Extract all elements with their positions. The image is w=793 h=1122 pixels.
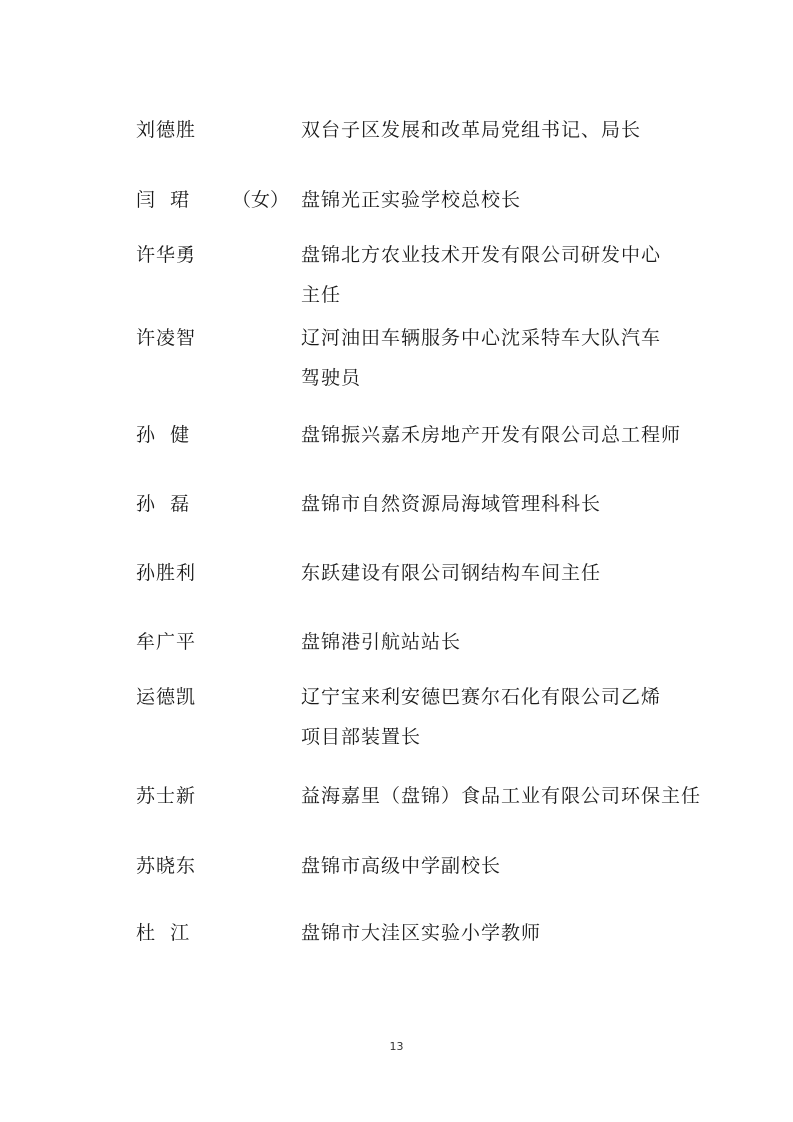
person-name: 许华勇 bbox=[136, 244, 197, 266]
person-name: 许凌智 bbox=[136, 327, 197, 349]
person-title: 益海嘉里（盘锦）食品工业有限公司环保主任 bbox=[301, 785, 702, 807]
person-name: 刘德胜 bbox=[136, 119, 197, 141]
person-title: 盘锦港引航站站长 bbox=[301, 631, 462, 653]
person-name: 闫 珺 bbox=[136, 189, 191, 211]
person-title: 盘锦市大洼区实验小学教师 bbox=[301, 922, 542, 944]
person-title: 辽河油田车辆服务中心沈采特车大队汽车 驾驶员 bbox=[301, 327, 662, 389]
person-name: 孙胜利 bbox=[136, 562, 197, 584]
person-title: 盘锦光正实验学校总校长 bbox=[301, 189, 522, 211]
person-name: 苏晓东 bbox=[136, 855, 197, 877]
person-title: 盘锦市自然资源局海域管理科科长 bbox=[301, 493, 602, 515]
person-title: 辽宁宝来利安德巴赛尔石化有限公司乙烯 项目部装置长 bbox=[301, 686, 662, 748]
person-title: 双台子区发展和改革局党组书记、局长 bbox=[301, 119, 642, 141]
person-name: 牟广平 bbox=[136, 631, 197, 653]
person-title: 东跃建设有限公司钢结构车间主任 bbox=[301, 562, 602, 584]
person-name: 杜 江 bbox=[136, 922, 191, 944]
page-number: 13 bbox=[389, 1040, 404, 1053]
person-name: 运德凯 bbox=[136, 686, 197, 708]
person-title: 盘锦市高级中学副校长 bbox=[301, 855, 502, 877]
gender-note: （女） bbox=[232, 189, 290, 211]
person-name: 苏士新 bbox=[136, 785, 197, 807]
person-name: 孙 磊 bbox=[136, 493, 191, 515]
person-title: 盘锦振兴嘉禾房地产开发有限公司总工程师 bbox=[301, 424, 682, 446]
person-title: 盘锦北方农业技术开发有限公司研发中心 主任 bbox=[301, 244, 662, 306]
person-name: 孙 健 bbox=[136, 424, 191, 446]
